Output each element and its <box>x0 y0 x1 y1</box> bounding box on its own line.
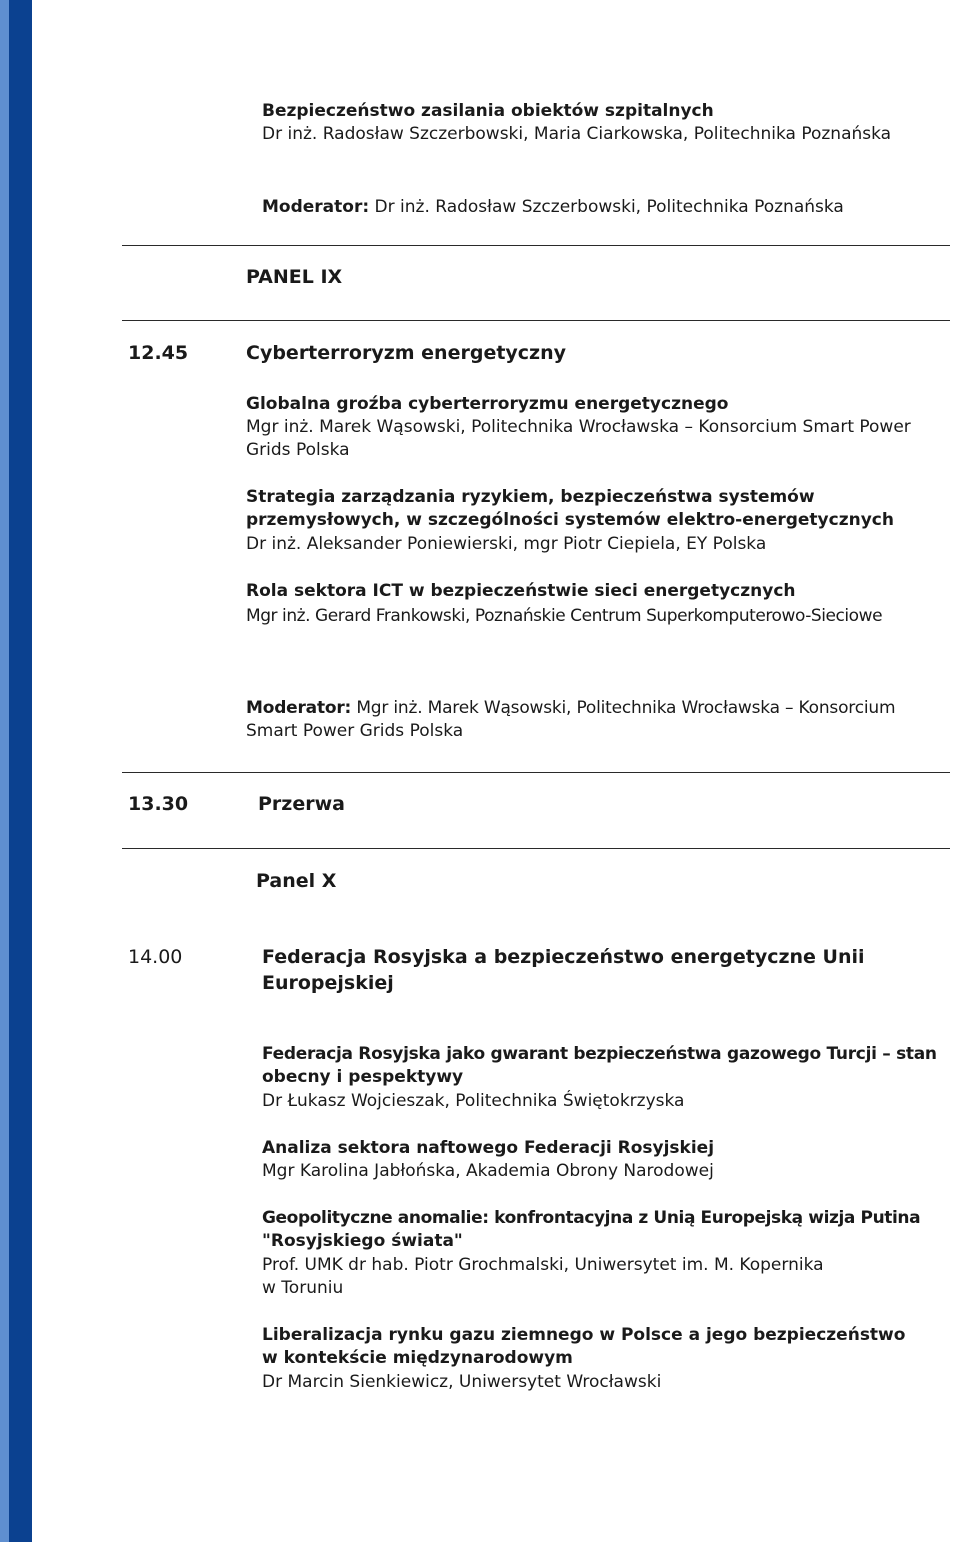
panel-ix-talk-3-speaker: Mgr inż. Gerard Frankowski, Poznańskie Centrum Superkomputerowo-Sieciowe <box>246 606 883 626</box>
panel-ix-talk-3-title: Rola sektora ICT w bezpieczeństwie sieci energetycznych <box>246 581 796 601</box>
intro-moderator-label: Moderator: <box>262 197 370 217</box>
panel-x-talk-3-speaker: w Toruniu <box>262 1278 344 1298</box>
panel-x-talk-4-speaker: Dr Marcin Sienkiewicz, Uniwersytet Wrocławski <box>262 1372 662 1392</box>
panel-ix-talk-2-title: przemysłowych, w szczególności systemów elektro-energetycznych <box>246 510 894 530</box>
panel-x-talk-2-title: Analiza sektora naftowego Federacji Rosyjskiej <box>262 1138 715 1158</box>
panel-x-talk-1-title: Federacja Rosyjska jako gwarant bezpieczeństwa gazowego Turcji – stan <box>262 1044 937 1064</box>
panel-ix-talk-2-title: Strategia zarządzania ryzykiem, bezpieczeństwa systemów <box>246 487 815 507</box>
panel-x-heading: Panel X <box>256 870 337 892</box>
panel-x-talk-2-speaker: Mgr Karolina Jabłońska, Akademia Obrony Narodowej <box>262 1161 714 1181</box>
divider-1 <box>122 245 950 246</box>
left-border-light-stripe <box>0 0 9 1542</box>
divider-2 <box>122 320 950 321</box>
panel-x-time: 14.00 <box>128 946 183 968</box>
break-label: Przerwa <box>258 793 345 815</box>
intro-moderator-name: Dr inż. Radosław Szczerbowski, Politechnika Poznańska <box>369 197 844 217</box>
panel-ix-moderator <box>246 697 895 720</box>
intro-talk-speakers: Dr inż. Radosław Szczerbowski, Maria Ciarkowska, Politechnika Poznańska <box>262 124 892 144</box>
panel-x-talk-4-title: w kontekście międzynarodowym <box>262 1348 573 1368</box>
panel-ix-time: 12.45 <box>128 342 189 364</box>
panel-ix-heading: PANEL IX <box>246 266 343 288</box>
panel-x-talk-3-title: "Rosyjskiego świata" <box>262 1231 463 1251</box>
panel-ix-moderator-continued: Smart Power Grids Polska <box>246 721 464 741</box>
panel-ix-talk-1-speaker: Mgr inż. Marek Wąsowski, Politechnika Wrocławska – Konsorcium Smart Power <box>246 417 911 437</box>
panel-x-session-title: Federacja Rosyjska a bezpieczeństwo energetyczne Unii <box>262 946 865 968</box>
panel-x-talk-1-speaker: Dr Łukasz Wojcieszak, Politechnika Świętokrzyska <box>262 1091 685 1111</box>
panel-ix-moderator-label: Moderator: <box>246 698 352 718</box>
break-time: 13.30 <box>128 793 189 815</box>
panel-x-talk-3-title: Geopolityczne anomalie: konfrontacyjna z Unią Europejską wizja Putina <box>262 1208 921 1228</box>
panel-ix-talk-1-speaker: Grids Polska <box>246 440 350 460</box>
panel-ix-talk-1-title: Globalna groźba cyberterroryzmu energetycznego <box>246 394 729 414</box>
panel-ix-talk-2-speaker: Dr inż. Aleksander Poniewierski, mgr Piotr Ciepiela, EY Polska <box>246 534 767 554</box>
left-border-dark-stripe <box>9 0 32 1542</box>
intro-moderator <box>262 196 844 219</box>
panel-x-talk-1-title: obecny i pespektywy <box>262 1067 464 1087</box>
intro-talk-title: Bezpieczeństwo zasilania obiektów szpitalnych <box>262 101 714 121</box>
panel-ix-session-title: Cyberterroryzm energetyczny <box>246 342 567 364</box>
panel-x-talk-3-speaker: Prof. UMK dr hab. Piotr Grochmalski, Uniwersytet im. M. Kopernika <box>262 1255 824 1275</box>
divider-4 <box>122 848 950 849</box>
panel-x-talk-4-title: Liberalizacja rynku gazu ziemnego w Polsce a jego bezpieczeństwo <box>262 1325 906 1345</box>
panel-ix-moderator-name: Mgr inż. Marek Wąsowski, Politechnika Wrocławska – Konsorcium <box>351 698 896 718</box>
panel-x-session-title: Europejskiej <box>262 972 394 994</box>
left-border-bar <box>0 0 32 1542</box>
divider-3 <box>122 772 950 773</box>
